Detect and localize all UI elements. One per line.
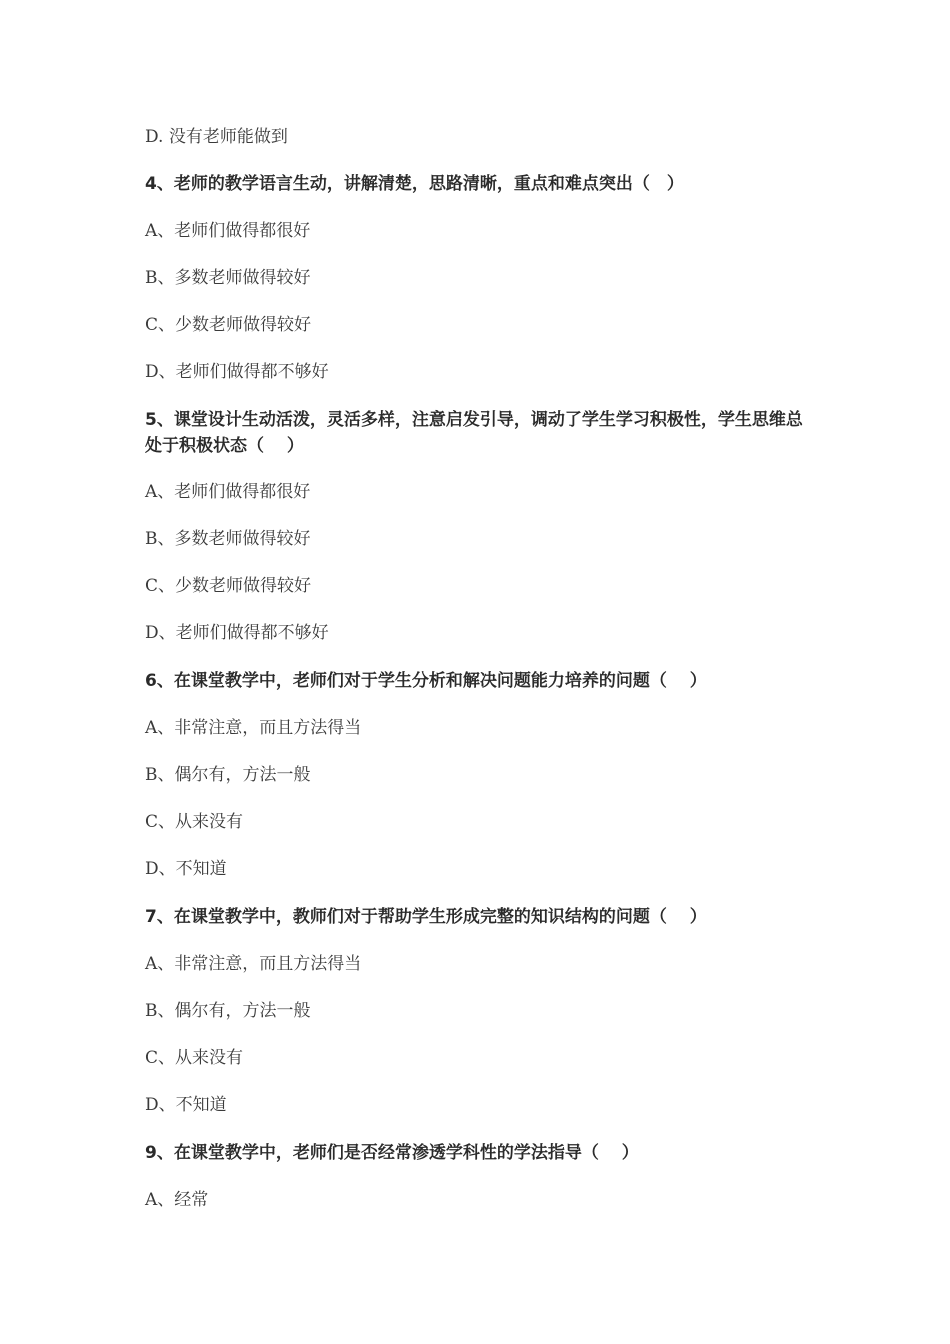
question-7-option-c: C、从来没有 bbox=[145, 1048, 244, 1068]
question-6: 6、在课堂教学中，老师们对于学生分析和解决问题能力培养的问题（ ） bbox=[145, 671, 707, 691]
question-5-option-c: C、少数老师做得较好 bbox=[145, 576, 312, 596]
question-6-option-c: C、从来没有 bbox=[145, 812, 244, 832]
question-6-option-d: D、不知道 bbox=[145, 859, 227, 879]
question-7-option-d: D、不知道 bbox=[145, 1095, 227, 1115]
option-d-prev: D. 没有老师能做到 bbox=[145, 127, 288, 147]
question-4-option-b: B、多数老师做得较好 bbox=[145, 268, 311, 288]
question-4-option-a: A、老师们做得都很好 bbox=[145, 221, 311, 241]
question-6-option-b: B、偶尔有，方法一般 bbox=[145, 765, 311, 785]
question-4-option-d: D、老师们做得都不够好 bbox=[145, 362, 329, 382]
question-7-option-b: B、偶尔有，方法一般 bbox=[145, 1001, 311, 1021]
question-4: 4、老师的教学语言生动，讲解清楚，思路清晰，重点和难点突出（ ） bbox=[145, 174, 684, 194]
question-5-option-d: D、老师们做得都不够好 bbox=[145, 623, 329, 643]
question-9-option-a: A、经常 bbox=[145, 1190, 209, 1210]
question-7-option-a: A、非常注意，而且方法得当 bbox=[145, 954, 362, 974]
question-6-option-a: A、非常注意，而且方法得当 bbox=[145, 718, 362, 738]
question-4-option-c: C、少数老师做得较好 bbox=[145, 315, 312, 335]
question-5-option-b: B、多数老师做得较好 bbox=[145, 529, 311, 549]
question-5: 5、课堂设计生动活泼，灵活多样，注意启发引导，调动了学生学习积极性，学生思维总处于积极状态（ ） bbox=[145, 410, 803, 456]
question-5-option-a: A、老师们做得都很好 bbox=[145, 482, 311, 502]
question-9: 9、在课堂教学中，老师们是否经常渗透学科性的学法指导（ ） bbox=[145, 1143, 639, 1163]
question-7: 7、在课堂教学中，教师们对于帮助学生形成完整的知识结构的问题（ ） bbox=[145, 907, 707, 927]
